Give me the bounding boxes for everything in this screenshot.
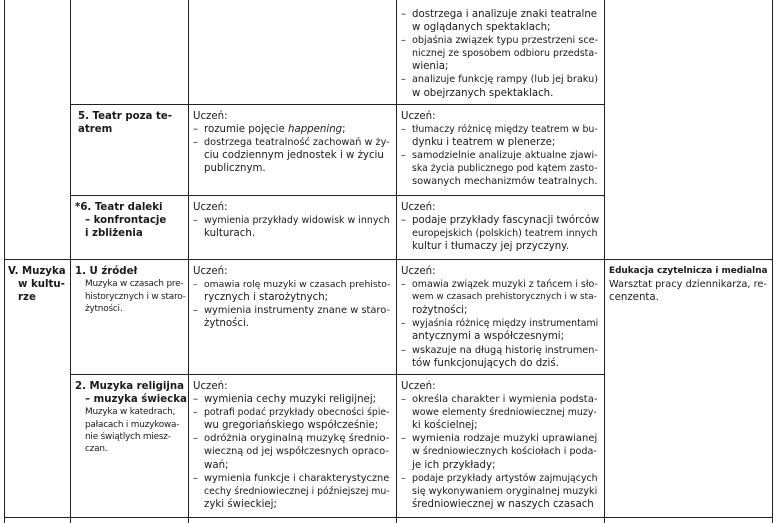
- student-label: Uczeń:: [193, 381, 228, 392]
- topic1-title: 1. U źródeł: [75, 266, 138, 277]
- student-label: Uczeń:: [193, 266, 228, 277]
- grid-line: [4, 259, 772, 260]
- list-item: – omawia związek muzyki z tańcem i sło-: [401, 279, 598, 291]
- topic6-basic-cell: Uczeń: – wymienia przykłady widowisk w innych kulturach.: [193, 202, 390, 240]
- student-label: Uczeń:: [193, 111, 228, 122]
- topic6-title: *6. Teatr daleki – konfrontacje i zbliżenia: [75, 202, 167, 240]
- list-item: – rozumie pojęcie happening;: [193, 124, 346, 136]
- topic2-extended-cell: Uczeń: – określa charakter i wymienia podsta- wowe elementy średniowiecznej muzy- ki kościelnej; – wymienia rodzaje muzyki uprawianej w średniowiecznych kościołach i poda- je ich przykłady; – podaje przykłady artystów zajmujących się wykonywaniem oryginalnej muzyki średniowiecznej w naszych czasach: [401, 381, 598, 510]
- student-label: Uczeń:: [401, 381, 436, 392]
- student-label: Uczeń:: [193, 202, 228, 213]
- topic2-title-cell: 2. Muzyka religijna – muzyka świecka Muzyka w katedrach, pałacach i muzykowa- nie świątlych miesz- czan.: [75, 381, 187, 455]
- list-item: – podaje przykłady artystów zajmujących: [401, 472, 598, 484]
- list-item: – wymienia instrumenty znane w staro-: [193, 305, 390, 317]
- education-cell: Edukacja czytelnicza i medialna Warsztat pracy dziennikarza, re- cenzenta.: [609, 266, 768, 304]
- topic5-basic-cell: Uczeń: – rozumie pojęcie happening; – dostrzega teatralność zachowań w ży- ciu codziennym jednostek i w życiu publicznym.: [193, 111, 390, 175]
- grid-line: [70, 195, 604, 196]
- list-item: – analizuje funkcję rampy (lub jej braku): [401, 74, 598, 86]
- list-item: – objaśnia związek typu przestrzeni sce-: [401, 35, 599, 47]
- topic1-extended-cell: Uczeń: – omawia związek muzyki z tańcem i sło- wem w czasach prehistorycznych i w sta- rożytności; – wyjaśnia różnicę między instrumentami antycznymi a współczesnymi; – wskazuje na długą historię instrumen- tów funkcjonujących do dziś.: [401, 266, 599, 369]
- topic1-basic-cell: Uczeń: – omawia rolę muzyki w czasach prehisto- rycznych i starożytnych; – wymienia instrumenty znane w staro- żytności.: [193, 266, 391, 330]
- grid-line: [396, 0, 397, 523]
- education-title: Edukacja czytelnicza i medialna: [609, 266, 768, 276]
- grid-line: [4, 517, 772, 518]
- list-item: – podaje przykłady fascynacji twórców: [401, 215, 600, 227]
- list-item: – wskazuje na długą historię instrumen-: [401, 344, 599, 356]
- student-label: Uczeń:: [401, 111, 436, 122]
- grid-line: [188, 0, 189, 523]
- topic3-extended-cell: – dostrzega i analizuje znaki teatralne w oglądanych spektaklach; – objaśnia związek typu przestrzeni sce- nicznej ze sposobem odbioru przedsta- wienia; – analizuje funkcję rampy (lub jej braku) w obejrzanych spektaklach.: [401, 9, 599, 99]
- grid-line: [70, 0, 71, 523]
- grid-line: [772, 0, 773, 523]
- list-item: – tłumaczy różnicę między teatrem w bu-: [401, 124, 598, 136]
- list-item: – wymienia przykłady widowisk w innych: [193, 215, 390, 227]
- topic5-title: 5. Teatr poza te- atrem: [78, 111, 172, 136]
- list-item: – wymienia cechy muzyki religijnej;: [193, 394, 377, 406]
- student-label: Uczeń:: [401, 202, 436, 213]
- section-title: V. Muzyka w kultu- rze: [8, 266, 66, 304]
- topic6-extended-cell: Uczeń: – podaje przykłady fascynacji twórców europejskich (polskich) teatrem innych kultur i tłumaczy jej przyczyny.: [401, 202, 600, 253]
- list-item: – wymienia rodzaje muzyki uprawianej: [401, 433, 598, 445]
- topic2-basic-cell: Uczeń: – wymienia cechy muzyki religijnej; – potrafi podać przykłady obecności śpie- wu gregoriańskiego współcześnie; – odróżnia oryginalną muzykę średnio- wieczną od jej współczesnych opraco- wań; – wymienia funkcje i charakterystyczne cechy średniowiecznej i późniejszej mu- zyki świeckiej;: [193, 381, 390, 510]
- list-item: – wyjaśnia różnicę między instrumentami: [401, 318, 599, 330]
- student-label: Uczeń:: [401, 266, 436, 277]
- grid-line: [4, 0, 5, 523]
- grid-line: [70, 374, 604, 375]
- list-item: – dostrzega teatralność zachowań w ży-: [193, 137, 390, 149]
- list-item: – samodzielnie analizuje aktualne zjawi-: [401, 150, 598, 162]
- list-item: – potrafi podać przykłady obecności śpie-: [193, 407, 390, 419]
- grid-line: [70, 104, 604, 105]
- grid-line: [604, 0, 605, 523]
- list-item: – odróżnia oryginalną muzykę średnio-: [193, 433, 390, 445]
- list-item: – dostrzega i analizuje znaki teatralne: [401, 9, 598, 20]
- list-item: – omawia rolę muzyki w czasach prehisto-: [193, 279, 391, 291]
- topic1-title-cell: 1. U źródeł Muzyka w czasach pre- historycznych i w staro- żytności.: [75, 266, 186, 314]
- list-item: – określa charakter i wymienia podsta-: [401, 394, 598, 406]
- list-item: – wymienia funkcje i charakterystyczne: [193, 472, 390, 484]
- topic5-extended-cell: Uczeń: – tłumaczy różnicę między teatrem w bu- dynku i teatrem w plenerze; – samodzielnie analizuje aktualne zjawi- ska życia publicznego pod kątem zasto- sowanych mechanizmów teatralnych.: [401, 111, 598, 188]
